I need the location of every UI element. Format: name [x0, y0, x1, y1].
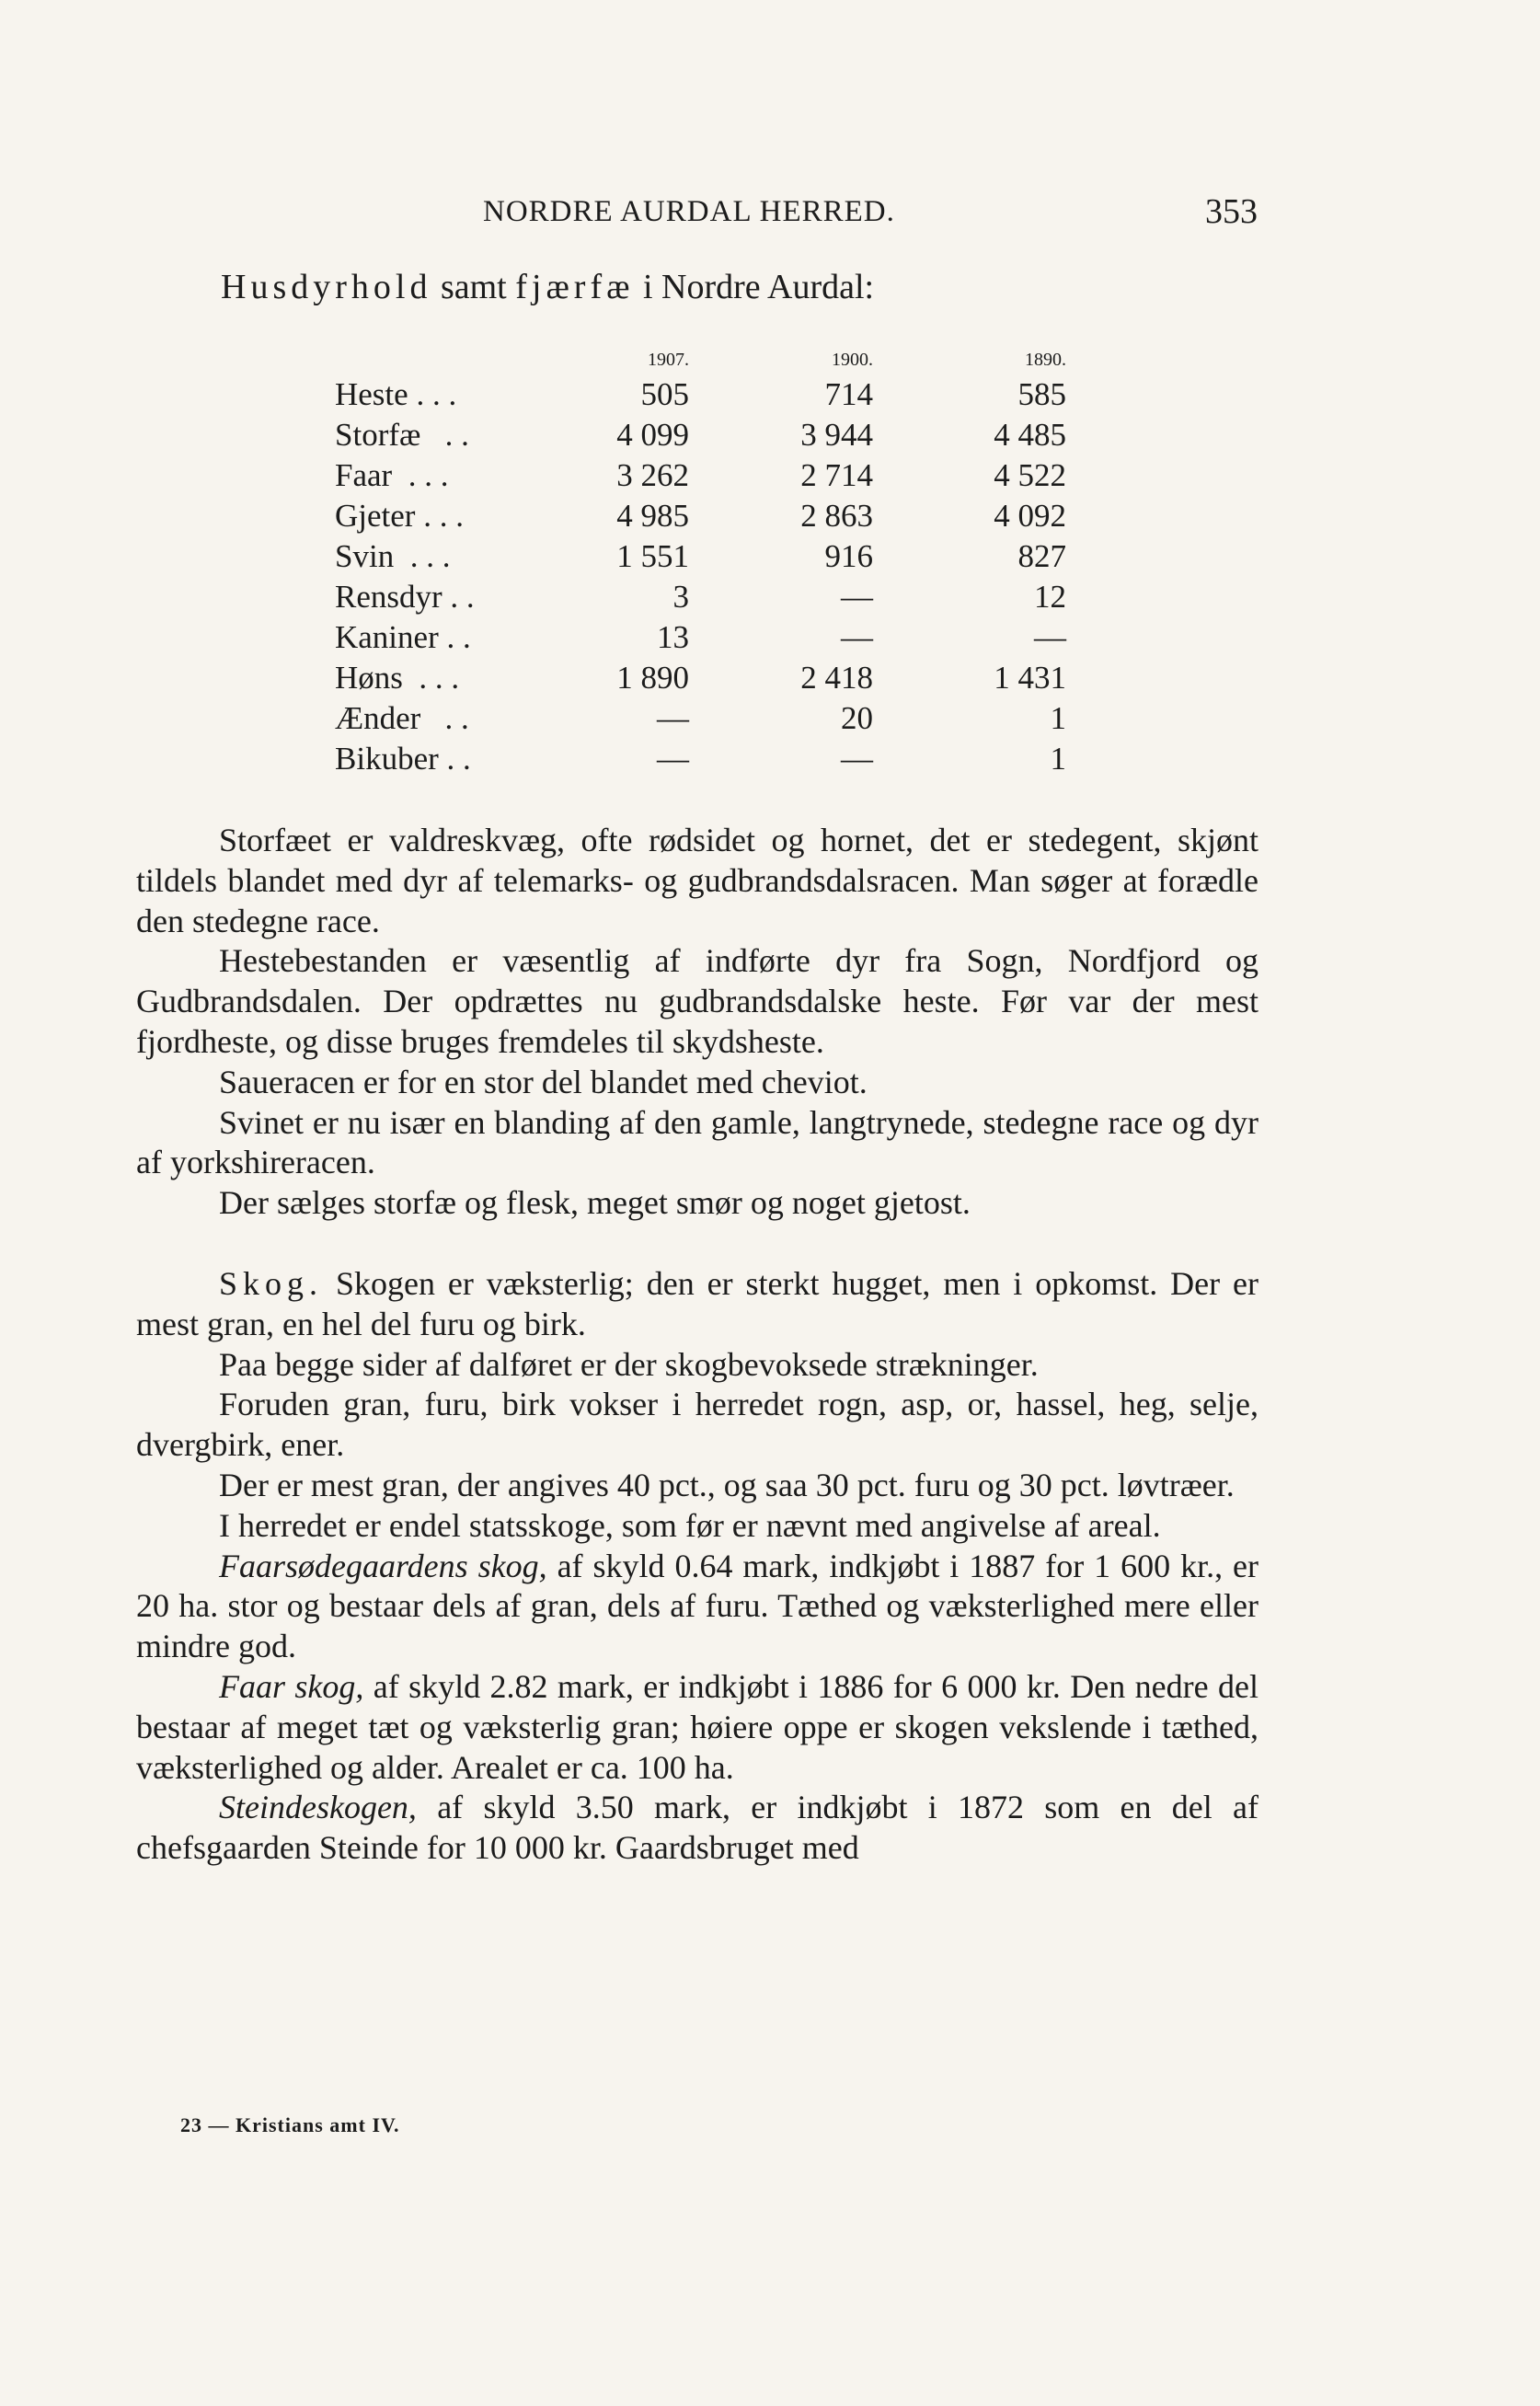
- table-row: [335, 577, 1066, 617]
- cell-1907: 3: [672, 579, 689, 615]
- row-label: Storfæ . .: [335, 417, 469, 453]
- livestock-table: [335, 345, 1066, 779]
- table-row: [335, 739, 1066, 779]
- table-row: [335, 617, 1066, 658]
- cell-1907: 13: [657, 619, 689, 655]
- table-row: [335, 536, 1066, 577]
- cell-1907: —: [657, 741, 689, 777]
- table-row: [335, 698, 1066, 739]
- row-label: Høns . . .: [335, 660, 460, 696]
- paragraph-skog-text: Skogen er væksterlig; den er sterkt hugget, men i opkomst. Der er mest gran, en hel del furu og birk.: [136, 1264, 1258, 1342]
- faarsodegaardens-text: af skyld 0.64 mark, indkjøbt i 1887 for 1 600 kr., er 20 ha. stor og bestaar dels af gran, dels af furu. Tæthed og væksterlighed mere eller mindre god.: [136, 1547, 1259, 1665]
- cell-1900: 2 863: [800, 498, 873, 534]
- table-caption: [221, 267, 874, 307]
- row-label: Svin . . .: [335, 538, 451, 574]
- cell-1900: —: [841, 619, 873, 655]
- row-label: Kaniner . .: [335, 619, 471, 655]
- cell-1890: 1: [1050, 741, 1066, 777]
- row-label: Ænder . .: [335, 700, 469, 736]
- livestock-table-head: [335, 345, 1066, 374]
- cell-1890: —: [1034, 619, 1066, 655]
- cell-1900: 20: [841, 700, 873, 736]
- paragraph-hestebestanden: Hestebestanden er væsentlig af indførte dyr fra Sogn, Nordfjord og Gudbrandsdalen. Der opdrættes nu gudbrandsdalske heste. Før var der mest fjordheste, og disse bruges fremdeles til skydsheste.: [136, 942, 1258, 1060]
- caption-end: i Nordre Aurdal:: [634, 268, 875, 306]
- running-head: [0, 192, 1540, 232]
- cell-1907: 1 551: [616, 538, 689, 574]
- paragraph-svinet: Svinet er nu især en blanding af den gamle, langtrynede, stedegne race og dyr af yorkshireracen.: [136, 1103, 1258, 1181]
- table-row: [335, 415, 1066, 455]
- faarsodegaardens-title: Faarsødegaardens skog,: [219, 1547, 547, 1584]
- livestock-table-body: [335, 374, 1066, 779]
- cell-1900: 2 714: [800, 457, 873, 493]
- paragraph-storfaeet: Storfæet er valdreskvæg, ofte rødsidet og hornet, det er stedegent, skjønt tildels blandet med dyr af telemarks- og gudbrandsdalsracen. Man søger at forædle den stedegne race.: [136, 822, 1258, 939]
- table-row: [335, 496, 1066, 536]
- caption-fjaerfae: fjærfæ: [515, 268, 635, 306]
- cell-1907: 1 890: [616, 660, 689, 696]
- paragraph-skog: [136, 1264, 1258, 1345]
- year-1907: 1907.: [648, 349, 689, 370]
- paragraph-dalforet: Paa begge sider af dalføret er der skogbevoksede strækninger.: [219, 1345, 1039, 1383]
- cell-1900: 714: [824, 376, 873, 412]
- row-label: Faar . . .: [335, 457, 449, 493]
- steindeskogen-text: af skyld 3.50 mark, er indkjøbt i 1872 som en del af chefsgaarden Steinde for 10 000 kr. Gaardsbruget med: [136, 1789, 1258, 1867]
- table-row: [335, 658, 1066, 698]
- cell-1907: 505: [640, 376, 689, 412]
- cell-1907: 4 985: [616, 498, 689, 534]
- year-1900: 1900.: [832, 349, 873, 370]
- paragraph-faar-skog: [136, 1667, 1258, 1788]
- year-header-row: [335, 345, 1066, 374]
- paragraph-steindeskogen: [136, 1788, 1258, 1869]
- cell-1890: 4 522: [994, 457, 1066, 493]
- row-label: Heste . . .: [335, 376, 457, 412]
- faar-skog-title: Faar skog,: [219, 1667, 364, 1705]
- cell-1890: 1 431: [994, 660, 1066, 696]
- cell-1890: 585: [1017, 376, 1066, 412]
- cell-1900: 3 944: [800, 417, 873, 453]
- table-row: [335, 455, 1066, 496]
- page-number: 353: [1205, 192, 1258, 231]
- paragraph-statsskoge: I herredet er endel statsskoge, som før er nævnt med angivelse af areal.: [219, 1506, 1161, 1544]
- running-title: NORDRE AURDAL HERRED.: [483, 195, 895, 228]
- body-text: [136, 821, 1258, 1869]
- year-1890: 1890.: [1025, 349, 1066, 370]
- table-row: [335, 374, 1066, 415]
- cell-1900: 2 418: [800, 660, 873, 696]
- cell-1907: 4 099: [616, 417, 689, 453]
- row-label: Bikuber . .: [335, 741, 471, 777]
- paragraph-mest-gran: Der er mest gran, der angives 40 pct., og saa 30 pct. furu og 30 pct. løvtræer.: [219, 1466, 1235, 1503]
- cell-1900: —: [841, 579, 873, 615]
- cell-1900: —: [841, 741, 873, 777]
- paragraph-saueracen: Saueracen er for en stor del blandet med cheviot.: [219, 1063, 868, 1100]
- signature-footer: 23 — Kristians amt IV.: [180, 2113, 400, 2136]
- cell-1890: 827: [1017, 538, 1066, 574]
- paragraph-foruden: Foruden gran, furu, birk vokser i herredet rogn, asp, or, hassel, heg, selje, dvergbirk, ener.: [136, 1386, 1258, 1464]
- cell-1907: —: [657, 700, 689, 736]
- paragraph-salg: Der sælges storfæ og flesk, meget smør og noget gjetost.: [219, 1184, 971, 1222]
- cell-1907: 3 262: [616, 457, 689, 493]
- cell-1890: 4 092: [994, 498, 1066, 534]
- row-label: Rensdyr . .: [335, 579, 475, 615]
- faar-skog-text: af skyld 2.82 mark, er indkjøbt i 1886 for 6 000 kr. Den nedre del bestaar af meget tæt og væksterlig gran; høiere oppe er skogen vekslende i tæthed, væksterlighed og alder. Arealet er ca. 100 ha.: [136, 1667, 1258, 1786]
- row-label: Gjeter . . .: [335, 498, 464, 534]
- cell-1900: 916: [824, 538, 873, 574]
- cell-1890: 4 485: [994, 417, 1066, 453]
- caption-mid: samt: [431, 268, 516, 306]
- header-blank: [335, 345, 546, 374]
- cell-1890: 1: [1050, 700, 1066, 736]
- caption-husdyrhold: Husdyrhold: [221, 268, 432, 306]
- paragraph-faarsodegaardens: [136, 1547, 1258, 1667]
- cell-1890: 12: [1034, 579, 1066, 615]
- steindeskogen-title: Steindeskogen,: [219, 1789, 417, 1826]
- section-heading-skog: Skog.: [219, 1264, 324, 1302]
